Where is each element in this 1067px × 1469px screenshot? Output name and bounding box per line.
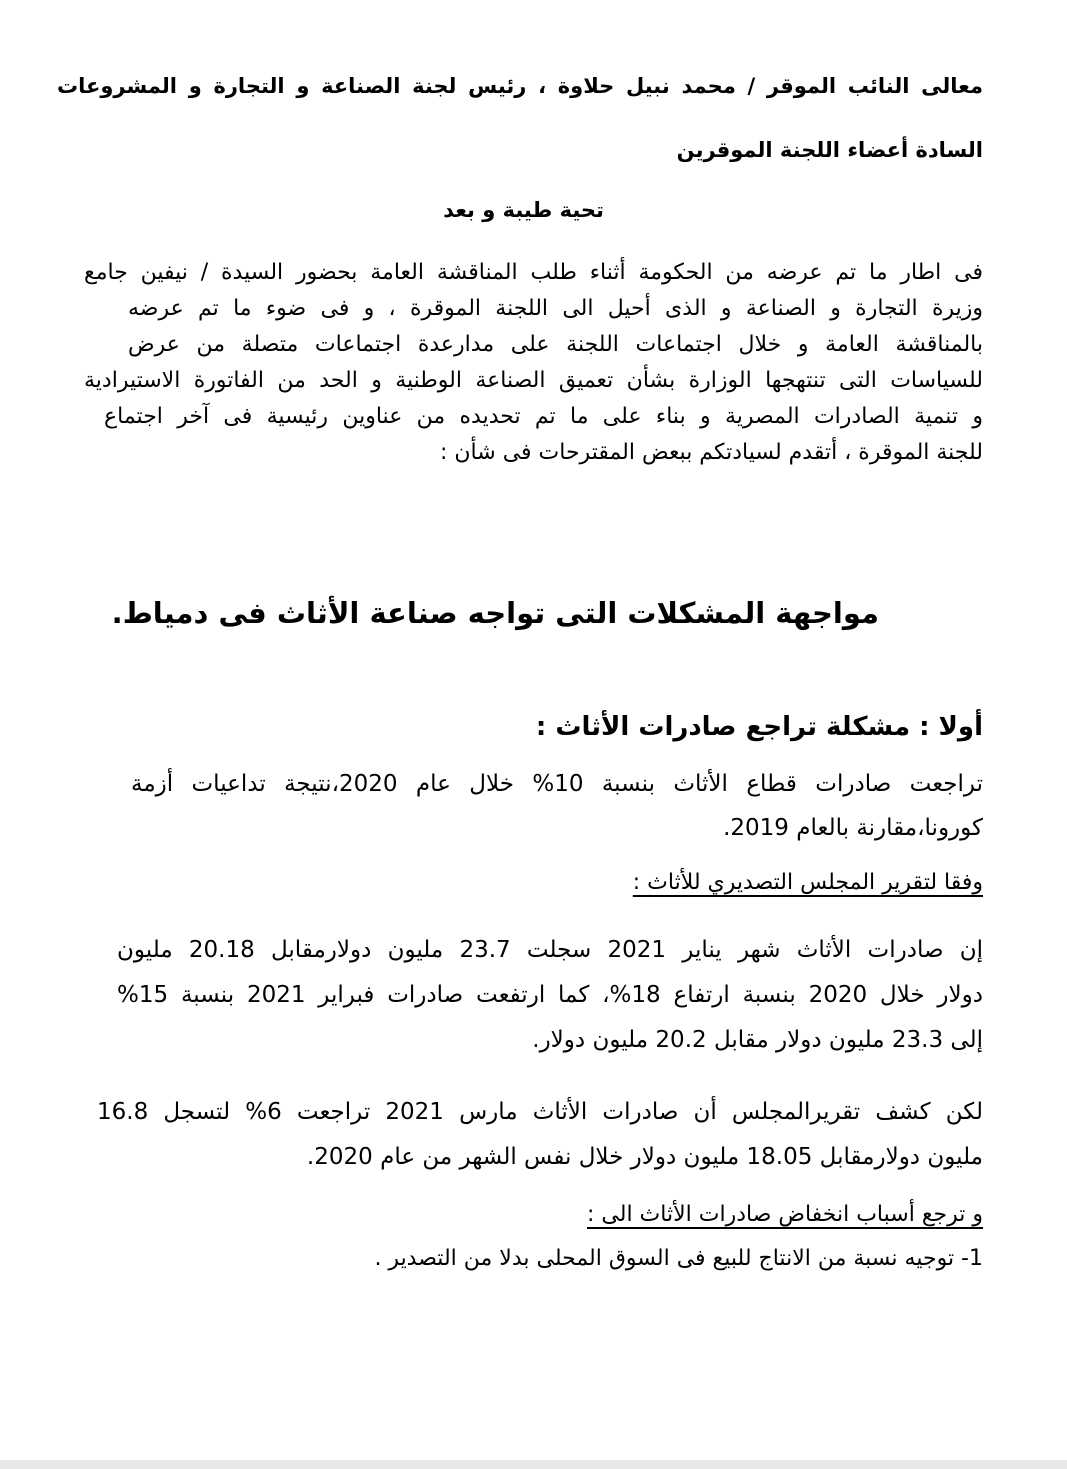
section-1-paragraph-2 <box>117 928 983 1063</box>
paragraph-line: مليون دولارمقابل 18.05 مليون دولار خلال نفس الشهر من عام 2020. <box>306 1144 983 1170</box>
salutation-line-2: السادة أعضاء اللجنة الموقرين <box>676 138 983 162</box>
paragraph-line: إن صادرات الأثاث شهر يناير 2021 سجلت 23.7 مليون دولارمقابل 20.18 مليون <box>117 937 983 963</box>
paragraph-line: تراجعت صادرات قطاع الأثاث بنسبة 10% خلال عام 2020،نتيجة تداعيات أزمة <box>131 771 983 797</box>
section-1-heading: أولا : مشكلة تراجع صادرات الأثاث : <box>535 712 983 742</box>
paragraph-line: كورونا،مقارنة بالعام 2019. <box>723 815 983 841</box>
intro-line: فى اطار ما تم عرضه من الحكومة أثناء طلب المناقشة العامة بحضور السيدة / نيفين جامع <box>84 260 983 285</box>
intro-line: بالمناقشة العامة و خلال اجتماعات اللجنة على مدارعدة اجتماعات متصلة من عرض <box>128 332 983 357</box>
salutation-line-1: معالى النائب الموقر / محمد نبيل حلاوة ، رئيس لجنة الصناعة و التجارة و المشروعات <box>57 74 983 98</box>
intro-line: للسياسات التى تنتهجها الوزارة بشأن تعميق الصناعة الوطنية و الحد من الفاتورة الاستيرادية <box>84 368 983 393</box>
main-title: مواجهة المشكلات التى تواجه صناعة الأثاث فى دمياط. <box>111 596 879 630</box>
subheading-council-report: وفقا لتقرير المجلس التصديري للأثاث : <box>632 870 983 895</box>
section-1-paragraph-1 <box>131 762 983 850</box>
intro-line: وزيرة التجارة و الصناعة و الذى أحيل الى اللجنة الموقرة ، و فى ضوء ما تم عرضه <box>128 296 983 321</box>
subheading-causes: و ترجع أسباب انخفاض صادرات الأثاث الى : <box>587 1202 983 1227</box>
intro-line: للجنة الموقرة ، أتقدم لسيادتكم ببعض المقترحات فى شأن : <box>440 440 983 465</box>
greeting: تحية طيبة و بعد <box>443 198 604 222</box>
paragraph-line: دولار خلال 2020 بنسبة ارتفاع 18%، كما ارتفعت صادرات فبراير 2021 بنسبة 15% <box>117 982 983 1008</box>
section-1-paragraph-3 <box>97 1090 983 1180</box>
cause-item-1: 1- توجيه نسبة من الانتاج للبيع فى السوق المحلى بدلا من التصدير . <box>374 1246 983 1271</box>
intro-line: و تنمية الصادرات المصرية و بناء على ما تم تحديده من عناوين رئيسية فى آخر اجتماع <box>104 404 983 429</box>
intro-paragraph <box>84 255 983 471</box>
paragraph-line: إلى 23.3 مليون دولار مقابل 20.2 مليون دولار. <box>532 1027 983 1053</box>
page-bottom-edge <box>0 1460 1067 1469</box>
paragraph-line: لكن كشف تقريرالمجلس أن صادرات الأثاث مارس 2021 تراجعت 6% لتسجل 16.8 <box>97 1099 983 1125</box>
